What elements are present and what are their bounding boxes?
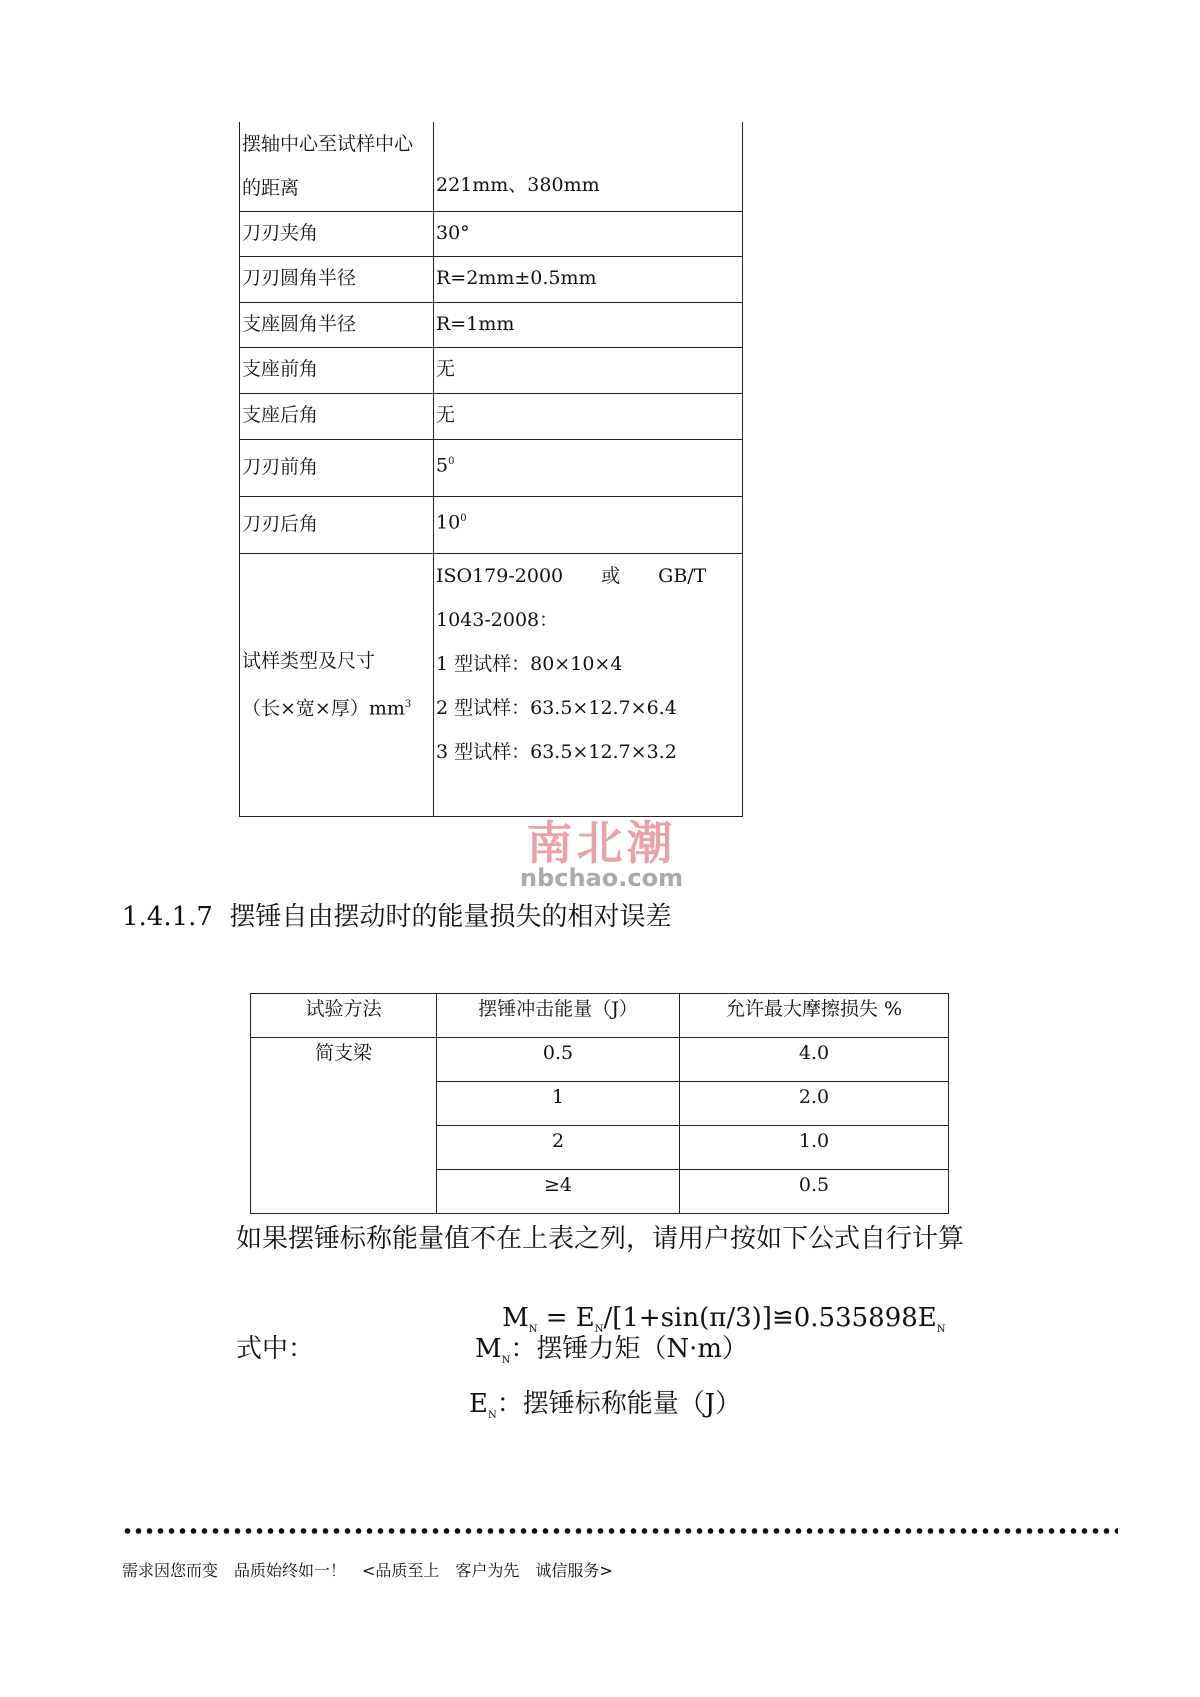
m-symbol: M bbox=[475, 1334, 502, 1364]
sub-n: N bbox=[936, 1324, 946, 1336]
header-energy: 摆锤冲击能量（J） bbox=[437, 994, 680, 1038]
method-cell: 简支梁 bbox=[251, 1038, 437, 1214]
e-text: ：摆锤标称能量（J） bbox=[496, 1389, 742, 1419]
energy-cell: 0.5 bbox=[437, 1038, 680, 1082]
specimen-line: 1043-2008： bbox=[436, 608, 559, 631]
energy-cell: 1 bbox=[437, 1082, 680, 1126]
spec-value: R=1mm bbox=[434, 302, 743, 347]
spec-value: 无 bbox=[434, 347, 743, 393]
table-row bbox=[240, 211, 743, 256]
dotted-divider bbox=[122, 1527, 1118, 1535]
paragraph: 如果摆锤标称能量值不在上表之列，请用户按如下公式自行计算 bbox=[236, 1224, 965, 1254]
e-symbol: E bbox=[469, 1389, 488, 1419]
spec-value: R=2mm±0.5mm bbox=[434, 256, 743, 302]
m-definition bbox=[475, 1328, 748, 1366]
specimen-label-line2 bbox=[242, 683, 431, 730]
formula-mid: = E bbox=[537, 1303, 595, 1333]
table-row bbox=[240, 302, 743, 347]
loss-cell: 1.0 bbox=[680, 1126, 949, 1170]
loss-cell: 0.5 bbox=[680, 1170, 949, 1214]
table-header-row bbox=[251, 994, 949, 1038]
loss-cell: 2.0 bbox=[680, 1082, 949, 1126]
spec-label: 支座前角 bbox=[240, 347, 434, 393]
section-heading: 1.4.1.7 摆锤自由摆动时的能量损失的相对误差 bbox=[122, 902, 672, 932]
spec-label: 支座后角 bbox=[240, 393, 434, 439]
cube-sup: 3 bbox=[404, 698, 412, 710]
spec-table bbox=[239, 122, 743, 817]
spec-label: 刀刃前角 bbox=[240, 439, 434, 496]
formula-m: M bbox=[502, 1303, 529, 1333]
sub-n: N bbox=[594, 1324, 604, 1336]
header-loss: 允许最大摩擦损失 % bbox=[680, 994, 949, 1038]
watermark-logo bbox=[520, 818, 683, 890]
spec-value: 无 bbox=[434, 393, 743, 439]
spec-value bbox=[434, 496, 743, 553]
loss-table bbox=[250, 993, 949, 1214]
spec-label: 刀刃圆角半径 bbox=[240, 256, 434, 302]
specimen-line: 1 型试样：80×10×4 bbox=[436, 652, 623, 675]
formula-rhs: /[1+sin(π/3)]≌0.535898E bbox=[603, 1303, 937, 1333]
table-row bbox=[240, 393, 743, 439]
table-row bbox=[240, 553, 743, 816]
table-row bbox=[240, 496, 743, 553]
spec-label: 支座圆角半径 bbox=[240, 302, 434, 347]
spec-label: 刀刃夹角 bbox=[240, 211, 434, 256]
degree-sup: 0 bbox=[448, 455, 455, 467]
where-label: 式中： bbox=[236, 1334, 315, 1364]
energy-cell: ≥4 bbox=[437, 1170, 680, 1214]
watermark-en: nbchao.com bbox=[520, 864, 684, 892]
loss-cell: 4.0 bbox=[680, 1038, 949, 1082]
value-text: 10 bbox=[436, 510, 461, 533]
spec-value: 221mm、380mm bbox=[434, 122, 743, 211]
value-text: 5 bbox=[436, 453, 449, 476]
degree-sup: 0 bbox=[460, 512, 467, 524]
table-row bbox=[251, 1038, 949, 1082]
table-row bbox=[240, 439, 743, 496]
specimen-line: 2 型试样：63.5×12.7×6.4 bbox=[436, 696, 677, 719]
footer-slogan: 需求因您而变 品质始终如一！ <品质至上 客户为先 诚信服务> bbox=[122, 1561, 613, 1580]
m-text: ：摆锤力矩（N·m） bbox=[510, 1334, 749, 1364]
table-row bbox=[240, 256, 743, 302]
specimen-label bbox=[240, 553, 434, 816]
header-method: 试验方法 bbox=[251, 994, 437, 1038]
spec-label: 摆轴中心至试样中心的距离 bbox=[240, 122, 434, 211]
sub-n: N bbox=[528, 1324, 538, 1336]
specimen-label-line1: 试样类型及尺寸 bbox=[242, 649, 376, 672]
spec-value: 30° bbox=[434, 211, 743, 256]
spec-value bbox=[434, 439, 743, 496]
specimen-line: ISO179-2000 或 GB/T bbox=[436, 564, 707, 587]
watermark-cn: 南北潮 bbox=[526, 816, 677, 870]
specimen-value bbox=[434, 553, 743, 816]
sub-n: N bbox=[501, 1355, 511, 1367]
spec-label: 刀刃后角 bbox=[240, 496, 434, 553]
table-row bbox=[240, 347, 743, 393]
table-row bbox=[240, 122, 743, 211]
sub-n: N bbox=[487, 1410, 497, 1422]
specimen-line: 3 型试样：63.5×12.7×3.2 bbox=[436, 740, 677, 763]
energy-cell: 2 bbox=[437, 1126, 680, 1170]
e-definition bbox=[469, 1383, 741, 1421]
label-text: （长×宽×厚）mm bbox=[242, 697, 405, 720]
